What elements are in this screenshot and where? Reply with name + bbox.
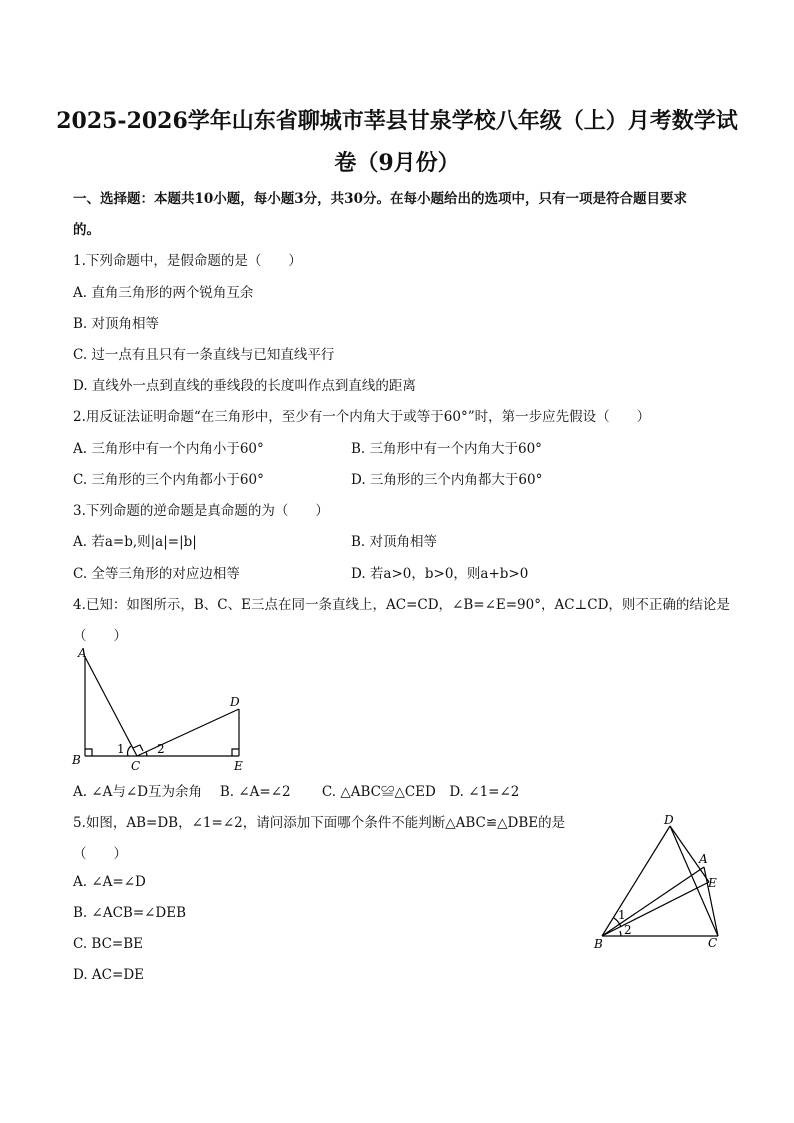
- q5-option-c: C. BC=BE: [73, 936, 144, 952]
- q3-option-b: B. 对顶角相等: [351, 534, 438, 550]
- q4-stem: 4.已知：如图所示，B、C、E三点在同一条直线上，AC=CD，∠B=∠E=90°，AC⊥CD，则不正确的结论是: [73, 597, 730, 613]
- section-heading: 一、选择题：本题共10小题，每小题3分，共30分。在每小题给出的选项中，只有一项是符合题目要求: [73, 191, 687, 207]
- right-angle-mark-e: [232, 749, 239, 756]
- label-c: C: [131, 759, 141, 773]
- q5-stem: 5.如图，AB=DB，∠1=∠2，请问添加下面哪个条件不能判断△ABC≌△DBE的是: [73, 815, 566, 831]
- q4-options: A. ∠A与∠D互为余角 B. ∠A=∠2 C. △ABC≌△CED D. ∠1=∠2: [73, 784, 520, 800]
- label-a: A: [78, 646, 87, 660]
- q5-figure: [590, 810, 730, 955]
- label-b: B: [594, 937, 603, 951]
- q2-stem: 2.用反证法证明命题“在三角形中，至少有一个内角大于或等于60°”时，第一步应先假设（ ）: [73, 409, 651, 425]
- label-c: C: [708, 936, 718, 950]
- q1-stem: 1.下列命题中，是假命题的是（ ）: [73, 253, 302, 269]
- label-e: E: [234, 759, 243, 773]
- q5-option-b: B. ∠ACB=∠DEB: [73, 905, 187, 921]
- label-angle-1: 1: [618, 908, 626, 922]
- q3-option-a: A. 若a=b,则|a|=|b|: [73, 534, 197, 550]
- label-angle-2: 2: [157, 742, 165, 756]
- q5-option-d: D. AC=DE: [73, 967, 144, 983]
- q4-figure: [70, 645, 260, 775]
- q5-option-a: A. ∠A=∠D: [73, 874, 146, 890]
- q1-option-b: B. 对顶角相等: [73, 316, 160, 332]
- q3-option-d: D. 若a>0，b>0，则a+b>0: [351, 566, 529, 582]
- q2-option-c: C. 三角形的三个内角都小于60°: [73, 472, 264, 488]
- q1-option-d: D. 直线外一点到直线的垂线段的长度叫作点到直线的距离: [73, 378, 416, 394]
- segment-ac: [85, 657, 137, 756]
- doc-title-line-1: 2025-2026学年山东省聊城市莘县甘泉学校八年级（上）月考数学试: [56, 108, 738, 134]
- segment-cd: [137, 709, 239, 756]
- label-angle-2: 2: [624, 923, 632, 937]
- q4-stem-cont: （ ）: [73, 628, 127, 644]
- q3-option-c: C. 全等三角形的对应边相等: [73, 566, 240, 582]
- q1-option-a: A. 直角三角形的两个锐角互余: [73, 285, 254, 301]
- q2-option-b: B. 三角形中有一个内角大于60°: [351, 441, 542, 457]
- label-e: E: [708, 876, 717, 890]
- angle-2-arc: [620, 931, 621, 936]
- section-heading-cont: 的。: [73, 222, 100, 238]
- label-d: D: [230, 695, 240, 709]
- q2-option-d: D. 三角形的三个内角都大于60°: [351, 472, 543, 488]
- angle-1-arc: [128, 746, 131, 756]
- label-d: D: [664, 813, 674, 827]
- label-angle-1: 1: [117, 742, 125, 756]
- segment-ba: [602, 867, 704, 936]
- right-angle-mark-b: [85, 749, 92, 756]
- q1-option-c: C. 过一点有且只有一条直线与已知直线平行: [73, 347, 335, 363]
- label-a: A: [699, 852, 708, 866]
- q5-stem-cont: （ ）: [73, 846, 127, 862]
- q2-option-a: A. 三角形中有一个内角小于60°: [73, 441, 264, 457]
- doc-title-line-2: 卷（9月份）: [334, 150, 460, 176]
- q3-stem: 3.下列命题的逆命题是真命题的为（ ）: [73, 503, 329, 519]
- label-b: B: [72, 753, 81, 767]
